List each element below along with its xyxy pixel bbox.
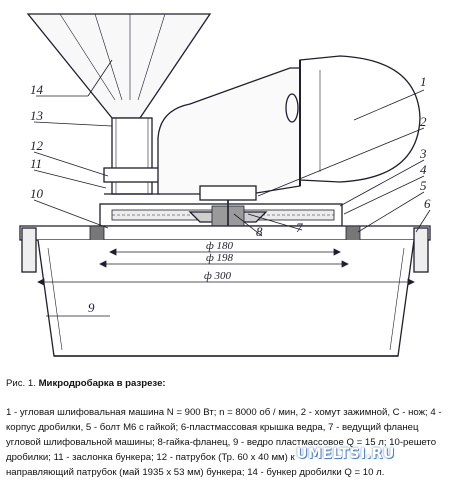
part-label-9: 9 [88,300,95,315]
part-label-5: 5 [420,178,427,193]
part-label-2: 2 [420,114,427,129]
part-label-13: 13 [30,108,43,123]
angle-grinder [158,56,420,212]
part-label-1: 1 [420,74,427,89]
dimension-labels [204,240,234,282]
part-label-12: 12 [30,138,43,153]
dimension-label-180: ф 180 [206,240,234,252]
part-label-14: 14 [30,82,43,97]
dimension-label-300: ф 300 [204,270,232,282]
part-label-8: 8 [256,224,263,239]
part-label-4: 4 [420,162,427,177]
caption-line: направляющий патрубок (май 1935 х 53 мм) бункера; 14 - бункер дробилки Q = 10 л. [6,467,385,478]
part-label-10: 10 [30,186,43,201]
dimension-label-198: ф 198 [206,252,234,264]
caption-fig-title: Микродробарка в разрезе: [38,378,166,389]
caption-fig-prefix: Рис. 1. [6,378,36,389]
hopper [28,14,210,118]
caption-title [6,376,444,391]
part-label-11: 11 [30,156,43,171]
hopper-pipe [104,118,160,194]
caption-line: корпус дробилки, 5 - болт М6 с гайкой; 6-пластмассовая крышка ведра, 7 - ведущий фланец [6,422,419,433]
part-label-6: 6 [424,196,431,211]
site-watermark: UMELTSI.RU [296,446,395,462]
figure-caption [6,376,444,480]
caption-line: дробилки; 11 - заслонка бункера; 12 - патрубок (Тр. 60 х 40 мм) к [6,452,295,463]
caption-line: угловой шлифовальной машины; 8-гайка-фланец, 9 - ведро пластмассовое Q = 15 л; 10-решето [6,437,437,448]
part-label-3: 3 [420,146,427,161]
part-label-7: 7 [296,220,303,235]
caption-line: 1 - угловая шлифовальная машина N = 900 Вт; n = 8000 об / мин, 2 - хомут зажимной, C - нож; 4 - [6,407,442,418]
